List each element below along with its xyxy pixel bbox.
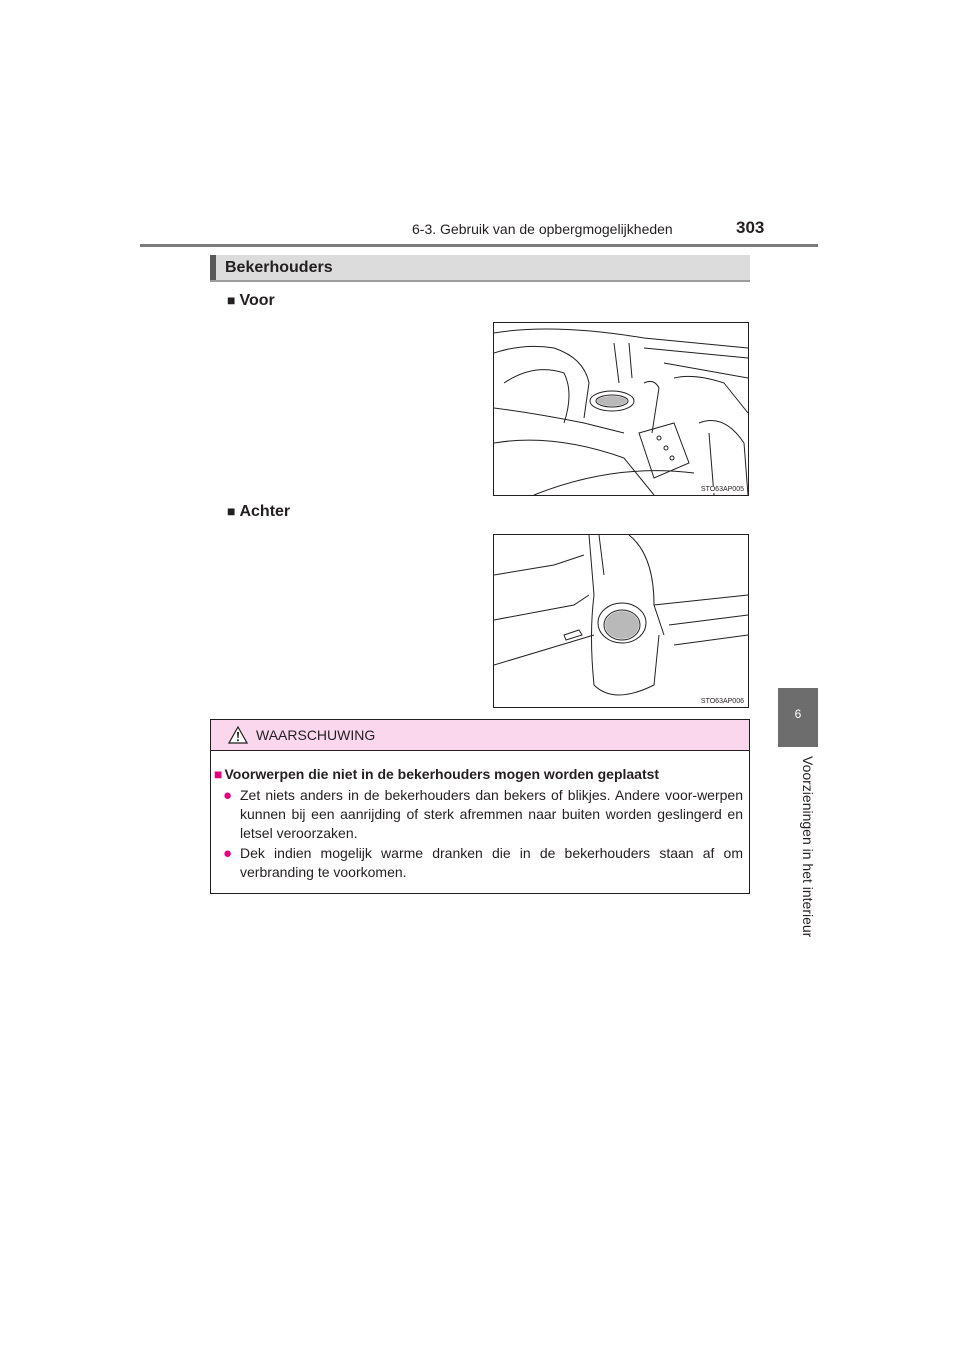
warning-item-text: Zet niets anders in de bekerhouders dan bekers of blikjes. Andere voor-werpen kunnen bij een aanrijding of sterk afremmen naar buiten worden geslingerd en letsel veroorzaken. [240,787,743,841]
warning-triangle-icon [228,726,248,744]
subheading-front [227,292,275,310]
section-title: Bekerhouders [225,259,333,276]
section-marker [210,255,216,280]
figure-rear-cupholder [493,534,749,708]
warning-item [223,786,743,843]
front-cupholder-illustration [494,323,748,495]
subheading-rear-label: Achter [239,503,291,520]
square-bullet-icon: ■ [227,503,236,519]
section-heading-bar [210,255,750,282]
figure-code: STO63AP005 [700,486,744,493]
warning-item-text: Dek indien mogelijk warme dranken die in de bekerhouders staan af om verbranding te voorkomen. [240,845,743,880]
warning-box [210,719,750,894]
chapter-number: 6 [794,707,802,721]
warning-header [211,720,749,751]
round-bullet-icon: ● [223,787,233,804]
round-bullet-icon: ● [223,845,233,862]
running-header-section: 6-3. Gebruik van de opbergmogelijkheden [412,221,673,237]
figure-front-cupholder [493,322,749,496]
square-bullet-icon: ■ [227,292,236,308]
header-divider [140,244,818,247]
subheading-front-label: Voor [239,292,275,309]
warning-subheading-text: Voorwerpen die niet in de bekerhouders mogen worden geplaatst [224,766,660,782]
chapter-title: Voorzieningen in het interieur [800,756,816,938]
warning-title: WAARSCHUWING [256,727,376,743]
square-bullet-icon: ■ [214,766,223,782]
chapter-tab [778,688,818,747]
subheading-rear [227,503,290,521]
figure-code: STO63AP006 [700,698,744,705]
page-number: 303 [736,218,765,237]
warning-item [223,844,743,882]
rear-cupholder-illustration [494,535,748,707]
warning-subheading [214,766,659,782]
